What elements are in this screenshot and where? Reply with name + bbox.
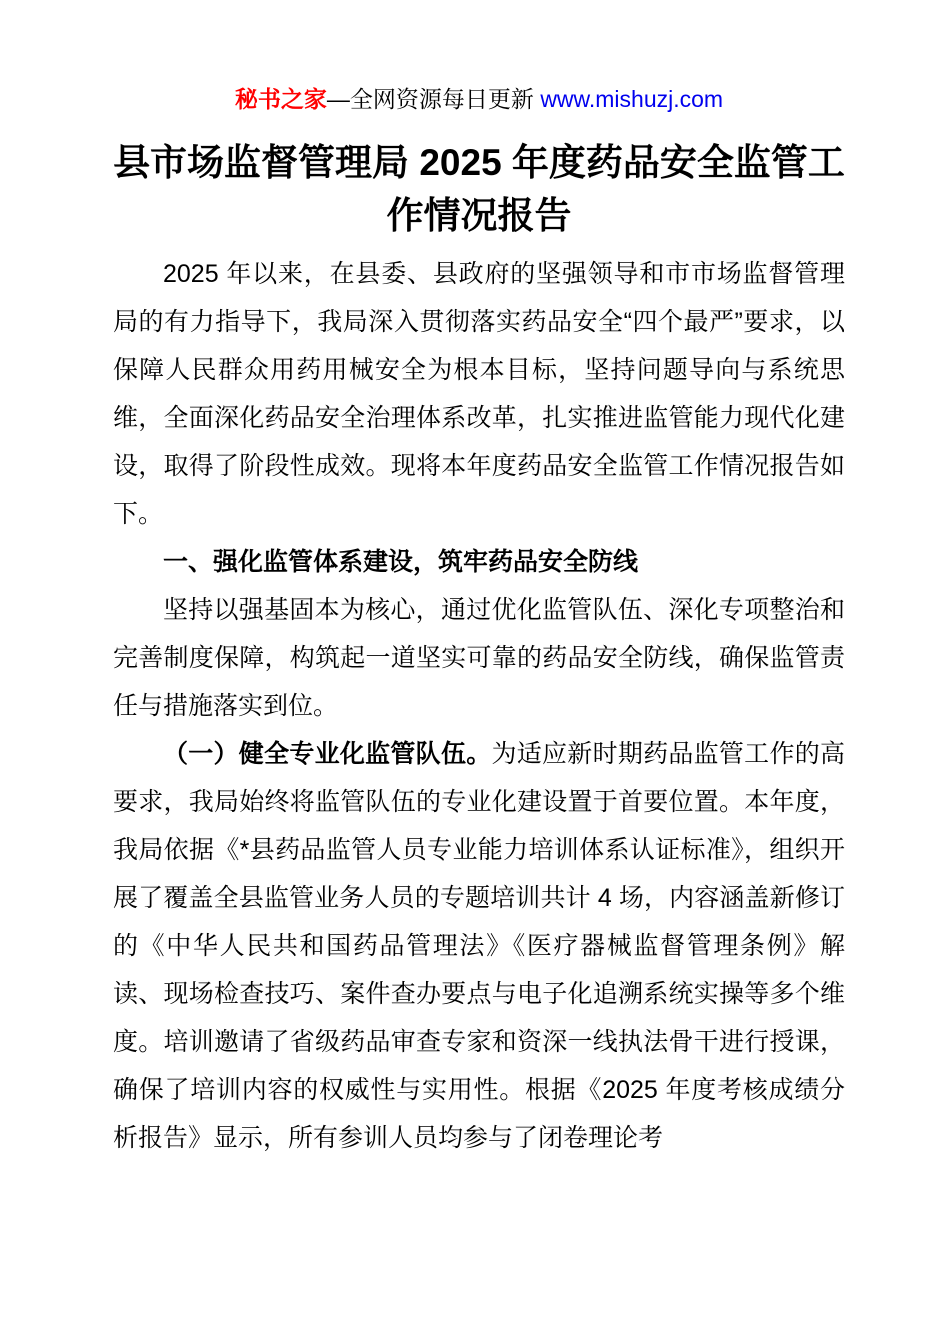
site-brand: 秘书之家 [234,86,327,112]
paragraph [113,250,845,538]
paragraph-text: 坚持以强基固本为核心，通过优化监管队伍、深化专项整治和完善制度保障，构筑起一道坚实可靠的药品安全防线，确保监管责任与措施落实到位。 [113,596,845,720]
site-tagline: —全网资源每日更新 [326,86,541,112]
section-heading [113,538,845,586]
site-url-link[interactable]: www.mishuzj.com [540,86,724,112]
paragraph [113,730,845,1162]
paragraph-lead: （一）健全专业化监管队伍。 [163,740,492,768]
paragraph-text: 为适应新时期药品监管工作的高要求，我局始终将监管队伍的专业化建设置于首要位置。本年度，我局依据《*县药品监管人员专业能力培训体系认证标准》，组织开展了覆盖全县监管业务人员的专题培训共计 4 场，内容涵盖新修订的《中华人民共和国药品管理法》《医疗器械监督管理条例》解读、现场检查技巧、案件查办要点与电子化追溯系统实操等多个维度。培训邀请了省级药品审查专家和资深一线执法骨干进行授课，确保了培训内容的权威性与实用性。根据《2025 年度考核成绩分析报告》显示，所有参训人员均参与了闭卷理论考 [113,740,845,1152]
paragraph-text: 2025 年以来，在县委、县政府的坚强领导和市市场监督管理局的有力指导下，我局深入贯彻落实药品安全“四个最严”要求，以保障人民群众用药用械安全为根本目标，坚持问题导向与系统思维，全面深化药品安全治理体系改革，扎实推进监管能力现代化建设，取得了阶段性成效。现将本年度药品安全监管工作情况报告如下。 [113,260,845,528]
paragraph-text: 一、强化监管体系建设，筑牢药品安全防线 [163,548,639,576]
document-body [113,250,845,1162]
site-header [113,84,845,114]
document-title: 县市场监督管理局 2025 年度药品安全监管工作情况报告 [113,142,845,236]
paragraph [113,586,845,730]
